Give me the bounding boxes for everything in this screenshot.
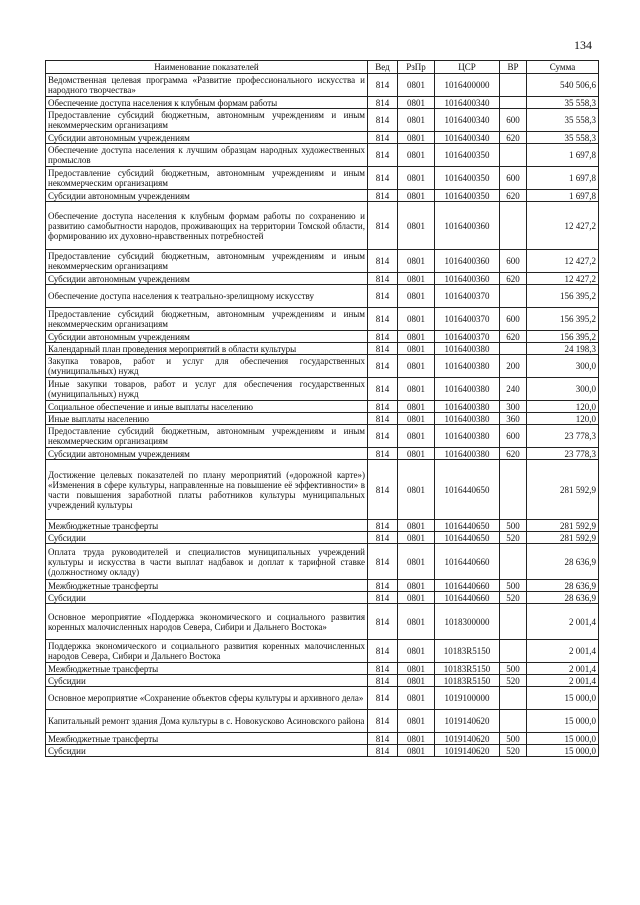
row-sum: 23 778,3 <box>527 448 599 460</box>
table-row <box>46 109 599 132</box>
row-rzpr: 0801 <box>398 378 435 401</box>
table-body <box>46 74 599 757</box>
row-vr: 500 <box>500 733 527 745</box>
row-ved: 814 <box>368 144 398 167</box>
row-name: Предоставление субсидий бюджетным, автономным учреждениям и иным некоммерческим организациям <box>46 425 368 448</box>
row-vr: 620 <box>500 273 527 285</box>
table-row <box>46 544 599 580</box>
row-ved: 814 <box>368 109 398 132</box>
row-ved: 814 <box>368 604 398 640</box>
row-vr: 600 <box>500 425 527 448</box>
row-name: Субсидии автономным учреждениям <box>46 331 368 343</box>
row-csr: 1018300000 <box>435 604 500 640</box>
row-vr <box>500 687 527 710</box>
row-sum: 281 592,9 <box>527 460 599 520</box>
row-vr <box>500 710 527 733</box>
row-vr <box>500 74 527 97</box>
row-name: Основное мероприятие «Поддержка экономического и социального развития коренных малочисленных народов Севера, Сибири и Дальнего Востока» <box>46 604 368 640</box>
row-csr: 10183R5150 <box>435 663 500 675</box>
row-name: Межбюджетные трансферты <box>46 733 368 745</box>
table-row <box>46 733 599 745</box>
table-row <box>46 343 599 355</box>
row-sum: 1 697,8 <box>527 167 599 190</box>
row-sum: 15 000,0 <box>527 687 599 710</box>
row-rzpr: 0801 <box>398 250 435 273</box>
row-ved: 814 <box>368 190 398 202</box>
row-name: Основное мероприятие «Сохранение объектов сферы культуры и архивного дела» <box>46 687 368 710</box>
row-ved: 814 <box>368 520 398 532</box>
header-ved: Вед <box>368 61 398 74</box>
row-ved: 814 <box>368 273 398 285</box>
row-vr: 620 <box>500 132 527 144</box>
row-ved: 814 <box>368 331 398 343</box>
row-name: Субсидии автономным учреждениям <box>46 448 368 460</box>
row-ved: 814 <box>368 733 398 745</box>
row-sum: 281 592,9 <box>527 520 599 532</box>
row-vr <box>500 604 527 640</box>
row-vr: 240 <box>500 378 527 401</box>
header-rzpr: РзПр <box>398 61 435 74</box>
row-csr: 1016400380 <box>435 355 500 378</box>
row-sum: 24 198,3 <box>527 343 599 355</box>
table-row <box>46 675 599 687</box>
row-csr: 1019100000 <box>435 687 500 710</box>
row-rzpr: 0801 <box>398 273 435 285</box>
row-csr: 10183R5150 <box>435 675 500 687</box>
row-ved: 814 <box>368 460 398 520</box>
row-csr: 1016400370 <box>435 331 500 343</box>
row-vr: 520 <box>500 745 527 757</box>
row-rzpr: 0801 <box>398 355 435 378</box>
row-ved: 814 <box>368 448 398 460</box>
row-rzpr: 0801 <box>398 460 435 520</box>
row-ved: 814 <box>368 308 398 331</box>
table-row <box>46 97 599 109</box>
row-vr <box>500 544 527 580</box>
row-ved: 814 <box>368 532 398 544</box>
row-vr: 600 <box>500 250 527 273</box>
row-csr: 1016400360 <box>435 273 500 285</box>
row-sum: 2 001,4 <box>527 604 599 640</box>
row-sum: 300,0 <box>527 378 599 401</box>
table-row <box>46 401 599 413</box>
table-row <box>46 250 599 273</box>
row-ved: 814 <box>368 355 398 378</box>
row-csr: 1016400000 <box>435 74 500 97</box>
row-name: Межбюджетные трансферты <box>46 580 368 592</box>
row-vr: 200 <box>500 355 527 378</box>
row-sum: 28 636,9 <box>527 580 599 592</box>
row-sum: 540 506,6 <box>527 74 599 97</box>
row-ved: 814 <box>368 425 398 448</box>
row-csr: 1016400350 <box>435 167 500 190</box>
table-row <box>46 580 599 592</box>
row-vr: 520 <box>500 675 527 687</box>
row-vr <box>500 285 527 308</box>
row-ved: 814 <box>368 687 398 710</box>
row-sum: 2 001,4 <box>527 663 599 675</box>
row-rzpr: 0801 <box>398 687 435 710</box>
row-sum: 2 001,4 <box>527 675 599 687</box>
row-vr <box>500 640 527 663</box>
row-sum: 35 558,3 <box>527 97 599 109</box>
row-ved: 814 <box>368 202 398 250</box>
row-rzpr: 0801 <box>398 520 435 532</box>
row-vr: 600 <box>500 308 527 331</box>
row-ved: 814 <box>368 675 398 687</box>
header-sum: Сумма <box>527 61 599 74</box>
row-rzpr: 0801 <box>398 74 435 97</box>
table-row <box>46 460 599 520</box>
row-sum: 120,0 <box>527 413 599 425</box>
row-vr <box>500 343 527 355</box>
row-csr: 1016400340 <box>435 97 500 109</box>
row-rzpr: 0801 <box>398 532 435 544</box>
row-ved: 814 <box>368 343 398 355</box>
header-csr: ЦСР <box>435 61 500 74</box>
row-rzpr: 0801 <box>398 448 435 460</box>
row-name: Достижение целевых показателей по плану мероприятий («дорожной карте») «Изменения в сфере культуры, направленные на повышение её эффективности» в части повышения заработной платы работников культуры муниципальных учреждений культуры <box>46 460 368 520</box>
table-row <box>46 132 599 144</box>
row-csr: 1016400360 <box>435 250 500 273</box>
row-ved: 814 <box>368 285 398 308</box>
row-vr: 600 <box>500 167 527 190</box>
row-rzpr: 0801 <box>398 580 435 592</box>
table-row <box>46 355 599 378</box>
row-vr <box>500 202 527 250</box>
row-name: Субсидии <box>46 675 368 687</box>
row-sum: 156 395,2 <box>527 308 599 331</box>
row-vr <box>500 460 527 520</box>
row-vr: 620 <box>500 448 527 460</box>
row-vr: 300 <box>500 401 527 413</box>
row-csr: 1016400380 <box>435 401 500 413</box>
row-ved: 814 <box>368 745 398 757</box>
row-name: Ведомственная целевая программа «Развитие профессионального искусства и народного творчества» <box>46 74 368 97</box>
row-ved: 814 <box>368 592 398 604</box>
row-sum: 15 000,0 <box>527 733 599 745</box>
table-header-row <box>46 61 599 74</box>
row-rzpr: 0801 <box>398 710 435 733</box>
row-ved: 814 <box>368 640 398 663</box>
row-rzpr: 0801 <box>398 592 435 604</box>
row-vr: 500 <box>500 520 527 532</box>
row-name: Субсидии автономным учреждениям <box>46 190 368 202</box>
table-row <box>46 745 599 757</box>
row-name: Иные закупки товаров, работ и услуг для обеспечения государственных (муниципальных) нужд <box>46 378 368 401</box>
row-csr: 1016440660 <box>435 580 500 592</box>
row-rzpr: 0801 <box>398 640 435 663</box>
row-csr: 1016400350 <box>435 190 500 202</box>
row-name: Социальное обеспечение и иные выплаты населению <box>46 401 368 413</box>
table-row <box>46 378 599 401</box>
table-row <box>46 413 599 425</box>
row-ved: 814 <box>368 580 398 592</box>
row-name: Предоставление субсидий бюджетным, автономным учреждениям и иным некоммерческим организациям <box>46 308 368 331</box>
row-sum: 28 636,9 <box>527 544 599 580</box>
row-csr: 1016400370 <box>435 285 500 308</box>
table-row <box>46 710 599 733</box>
table-row <box>46 604 599 640</box>
row-csr: 1019140620 <box>435 745 500 757</box>
row-sum: 12 427,2 <box>527 273 599 285</box>
row-name: Предоставление субсидий бюджетным, автономным учреждениям и иным некоммерческим организациям <box>46 250 368 273</box>
row-csr: 1016440660 <box>435 592 500 604</box>
row-rzpr: 0801 <box>398 675 435 687</box>
row-name: Календарный план проведения мероприятий в области культуры <box>46 343 368 355</box>
row-ved: 814 <box>368 378 398 401</box>
row-rzpr: 0801 <box>398 167 435 190</box>
row-csr: 1016440650 <box>435 460 500 520</box>
row-csr: 1016400380 <box>435 448 500 460</box>
row-rzpr: 0801 <box>398 144 435 167</box>
row-rzpr: 0801 <box>398 425 435 448</box>
table-row <box>46 144 599 167</box>
row-ved: 814 <box>368 167 398 190</box>
row-sum: 15 000,0 <box>527 710 599 733</box>
row-name: Межбюджетные трансферты <box>46 520 368 532</box>
row-vr: 500 <box>500 580 527 592</box>
table-row <box>46 74 599 97</box>
row-rzpr: 0801 <box>398 285 435 308</box>
row-rzpr: 0801 <box>398 413 435 425</box>
row-ved: 814 <box>368 401 398 413</box>
row-name: Субсидии <box>46 592 368 604</box>
row-vr: 520 <box>500 532 527 544</box>
table-row <box>46 285 599 308</box>
row-sum: 300,0 <box>527 355 599 378</box>
row-sum: 281 592,9 <box>527 532 599 544</box>
row-csr: 1019140620 <box>435 710 500 733</box>
row-name: Субсидии <box>46 532 368 544</box>
row-rzpr: 0801 <box>398 109 435 132</box>
row-vr: 500 <box>500 663 527 675</box>
row-ved: 814 <box>368 132 398 144</box>
row-sum: 12 427,2 <box>527 202 599 250</box>
row-name: Поддержка экономического и социального развития коренных малочисленных народов Севера, Сибири и Дальнего Востока <box>46 640 368 663</box>
row-csr: 1016440650 <box>435 532 500 544</box>
row-csr: 1016400350 <box>435 144 500 167</box>
row-name: Оплата труда руководителей и специалистов муниципальных учреждений культуры и искусства в части выплат надбавок и доплат к тарифной ставке (должностному окладу) <box>46 544 368 580</box>
row-vr <box>500 97 527 109</box>
row-ved: 814 <box>368 544 398 580</box>
row-csr: 1016440660 <box>435 544 500 580</box>
row-ved: 814 <box>368 250 398 273</box>
row-sum: 12 427,2 <box>527 250 599 273</box>
row-name: Обеспечение доступа населения к клубным формам работы по сохранению и развитию самобытности народов, проживающих на территории Томской области, формированию их духовно-нравственных потребностей <box>46 202 368 250</box>
row-name: Обеспечение доступа населения к лучшим образцам народных художественных промыслов <box>46 144 368 167</box>
header-name: Наименование показателей <box>46 61 368 74</box>
row-rzpr: 0801 <box>398 745 435 757</box>
row-sum: 156 395,2 <box>527 331 599 343</box>
row-csr: 1016400380 <box>435 425 500 448</box>
row-ved: 814 <box>368 663 398 675</box>
table-row <box>46 273 599 285</box>
table-row <box>46 592 599 604</box>
row-name: Обеспечение доступа населения к театрально-зрелищному искусству <box>46 285 368 308</box>
row-name: Субсидии автономным учреждениям <box>46 273 368 285</box>
row-name: Обеспечение доступа населения к клубным формам работы <box>46 97 368 109</box>
page-number: 134 <box>574 38 592 52</box>
row-sum: 35 558,3 <box>527 109 599 132</box>
row-csr: 1016400340 <box>435 109 500 132</box>
row-rzpr: 0801 <box>398 343 435 355</box>
budget-table <box>45 60 599 757</box>
row-vr: 520 <box>500 592 527 604</box>
header-vr: ВР <box>500 61 527 74</box>
row-sum: 120,0 <box>527 401 599 413</box>
row-csr: 1016440650 <box>435 520 500 532</box>
row-vr <box>500 144 527 167</box>
row-csr: 1019140620 <box>435 733 500 745</box>
row-sum: 1 697,8 <box>527 190 599 202</box>
table-row <box>46 520 599 532</box>
row-ved: 814 <box>368 413 398 425</box>
row-sum: 23 778,3 <box>527 425 599 448</box>
table-row <box>46 663 599 675</box>
row-ved: 814 <box>368 74 398 97</box>
table-row <box>46 190 599 202</box>
row-rzpr: 0801 <box>398 401 435 413</box>
row-sum: 28 636,9 <box>527 592 599 604</box>
table-row <box>46 308 599 331</box>
table-row <box>46 532 599 544</box>
row-rzpr: 0801 <box>398 132 435 144</box>
row-rzpr: 0801 <box>398 331 435 343</box>
row-rzpr: 0801 <box>398 308 435 331</box>
row-vr: 360 <box>500 413 527 425</box>
row-vr: 600 <box>500 109 527 132</box>
row-sum: 35 558,3 <box>527 132 599 144</box>
row-sum: 1 697,8 <box>527 144 599 167</box>
row-rzpr: 0801 <box>398 663 435 675</box>
row-rzpr: 0801 <box>398 733 435 745</box>
row-csr: 10183R5150 <box>435 640 500 663</box>
row-csr: 1016400380 <box>435 413 500 425</box>
row-name: Предоставление субсидий бюджетным, автономным учреждениям и иным некоммерческим организациям <box>46 167 368 190</box>
row-csr: 1016400370 <box>435 308 500 331</box>
row-name: Субсидии <box>46 745 368 757</box>
row-vr: 620 <box>500 190 527 202</box>
row-name: Закупка товаров, работ и услуг для обеспечения государственных (муниципальных) нужд <box>46 355 368 378</box>
table-row <box>46 167 599 190</box>
row-csr: 1016400380 <box>435 343 500 355</box>
table-row <box>46 425 599 448</box>
row-name: Предоставление субсидий бюджетным, автономным учреждениям и иным некоммерческим организациям <box>46 109 368 132</box>
table-row <box>46 202 599 250</box>
row-name: Межбюджетные трансферты <box>46 663 368 675</box>
row-rzpr: 0801 <box>398 190 435 202</box>
row-rzpr: 0801 <box>398 544 435 580</box>
row-csr: 1016400340 <box>435 132 500 144</box>
row-sum: 15 000,0 <box>527 745 599 757</box>
row-csr: 1016400380 <box>435 378 500 401</box>
row-ved: 814 <box>368 97 398 109</box>
row-name: Капитальный ремонт здания Дома культуры в с. Новокусково Асиновского района <box>46 710 368 733</box>
table-row <box>46 687 599 710</box>
row-csr: 1016400360 <box>435 202 500 250</box>
table-row <box>46 331 599 343</box>
row-sum: 156 395,2 <box>527 285 599 308</box>
table-row <box>46 448 599 460</box>
row-rzpr: 0801 <box>398 604 435 640</box>
row-name: Иные выплаты населению <box>46 413 368 425</box>
row-rzpr: 0801 <box>398 97 435 109</box>
row-vr: 620 <box>500 331 527 343</box>
row-sum: 2 001,4 <box>527 640 599 663</box>
row-name: Субсидии автономным учреждениям <box>46 132 368 144</box>
table-row <box>46 640 599 663</box>
row-rzpr: 0801 <box>398 202 435 250</box>
row-ved: 814 <box>368 710 398 733</box>
